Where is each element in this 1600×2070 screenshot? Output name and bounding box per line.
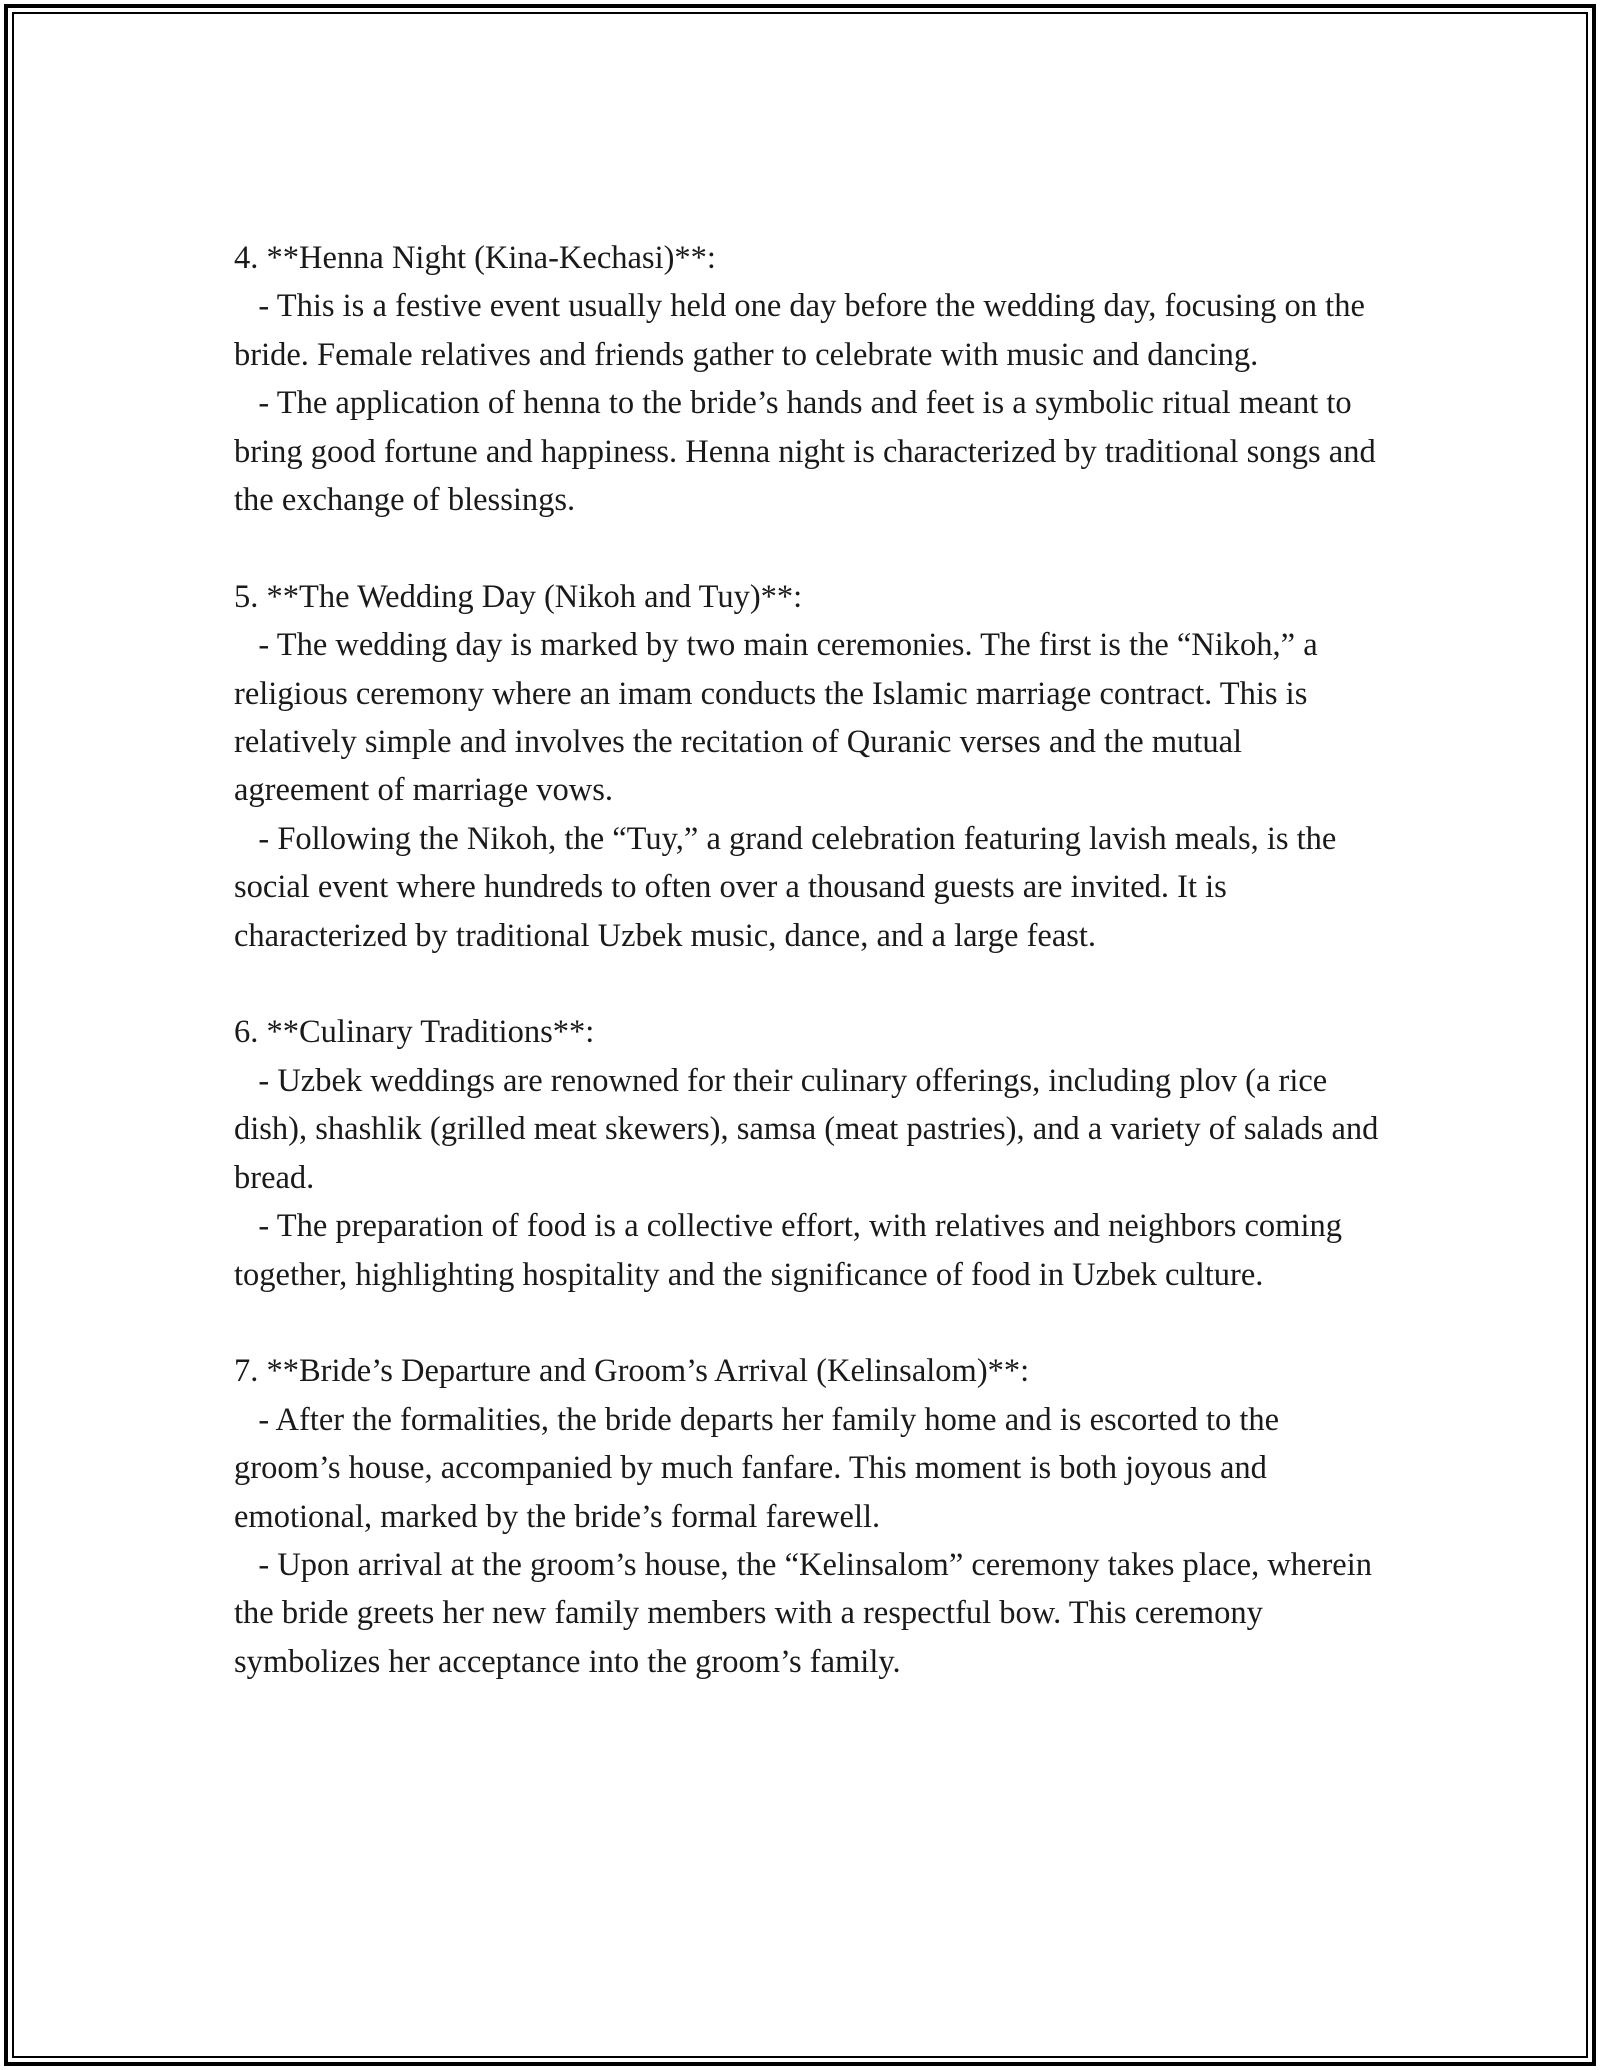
section-heading: 5. **The Wedding Day (Nikoh and Tuy)**:	[234, 578, 803, 615]
section-paragraph: - Upon arrival at the groom’s house, the “Kelinsalom” ceremony takes place, wherein the bride greets her new family members with a respectful bow. This ceremony symbolizes her acceptance into the groom’s family.	[234, 1546, 1381, 1680]
section-paragraph: - The application of henna to the bride’s hands and feet is a symbolic ritual meant to bring good fortune and happiness. Henna night is characterized by traditional songs and the exchange of blessings.	[234, 385, 1384, 519]
section-paragraph: - The preparation of food is a collective effort, with relatives and neighbors coming together, highlighting hospitality and the significance of food in Uzbek culture.	[234, 1208, 1351, 1293]
section-wedding-day	[234, 573, 1384, 960]
section-paragraph: - After the formalities, the bride departs her family home and is escorted to the groom’s house, accompanied by much fanfare. This moment is both joyous and emotional, marked by the bride’s formal farewell.	[234, 1401, 1288, 1535]
section-heading: 6. **Culinary Traditions**:	[234, 1014, 595, 1051]
section-paragraph: - Uzbek weddings are renowned for their culinary offerings, including plov (a rice dish), shashlik (grilled meat skewers), samsa (meat pastries), and a variety of salads and bread.	[234, 1062, 1387, 1196]
section-henna-night	[234, 234, 1384, 524]
section-paragraph: - The wedding day is marked by two main ceremonies. The first is the “Nikoh,” a religious ceremony where an imam conducts the Islamic marriage contract. This is relatively simple and involves the recitation of Quranic verses and the mutual agreement of marriage vows.	[234, 627, 1326, 809]
document-body	[234, 234, 1387, 1686]
section-brides-departure	[234, 1347, 1384, 1686]
section-culinary-traditions	[234, 1008, 1387, 1298]
section-paragraph: - This is a festive event usually held one day before the wedding day, focusing on the bride. Female relatives and friends gather to celebrate with music and dancing.	[234, 288, 1374, 373]
section-heading: 4. **Henna Night (Kina-Kechasi)**:	[234, 240, 716, 276]
section-heading: 7. **Bride’s Departure and Groom’s Arrival (Kelinsalom)**:	[234, 1353, 1030, 1390]
section-paragraph: - Following the Nikoh, the “Tuy,” a grand celebration featuring lavish meals, is the social event where hundreds to often over a thousand guests are invited. It is characterized by traditional Uzbek music, dance, and a large feast.	[234, 820, 1345, 954]
